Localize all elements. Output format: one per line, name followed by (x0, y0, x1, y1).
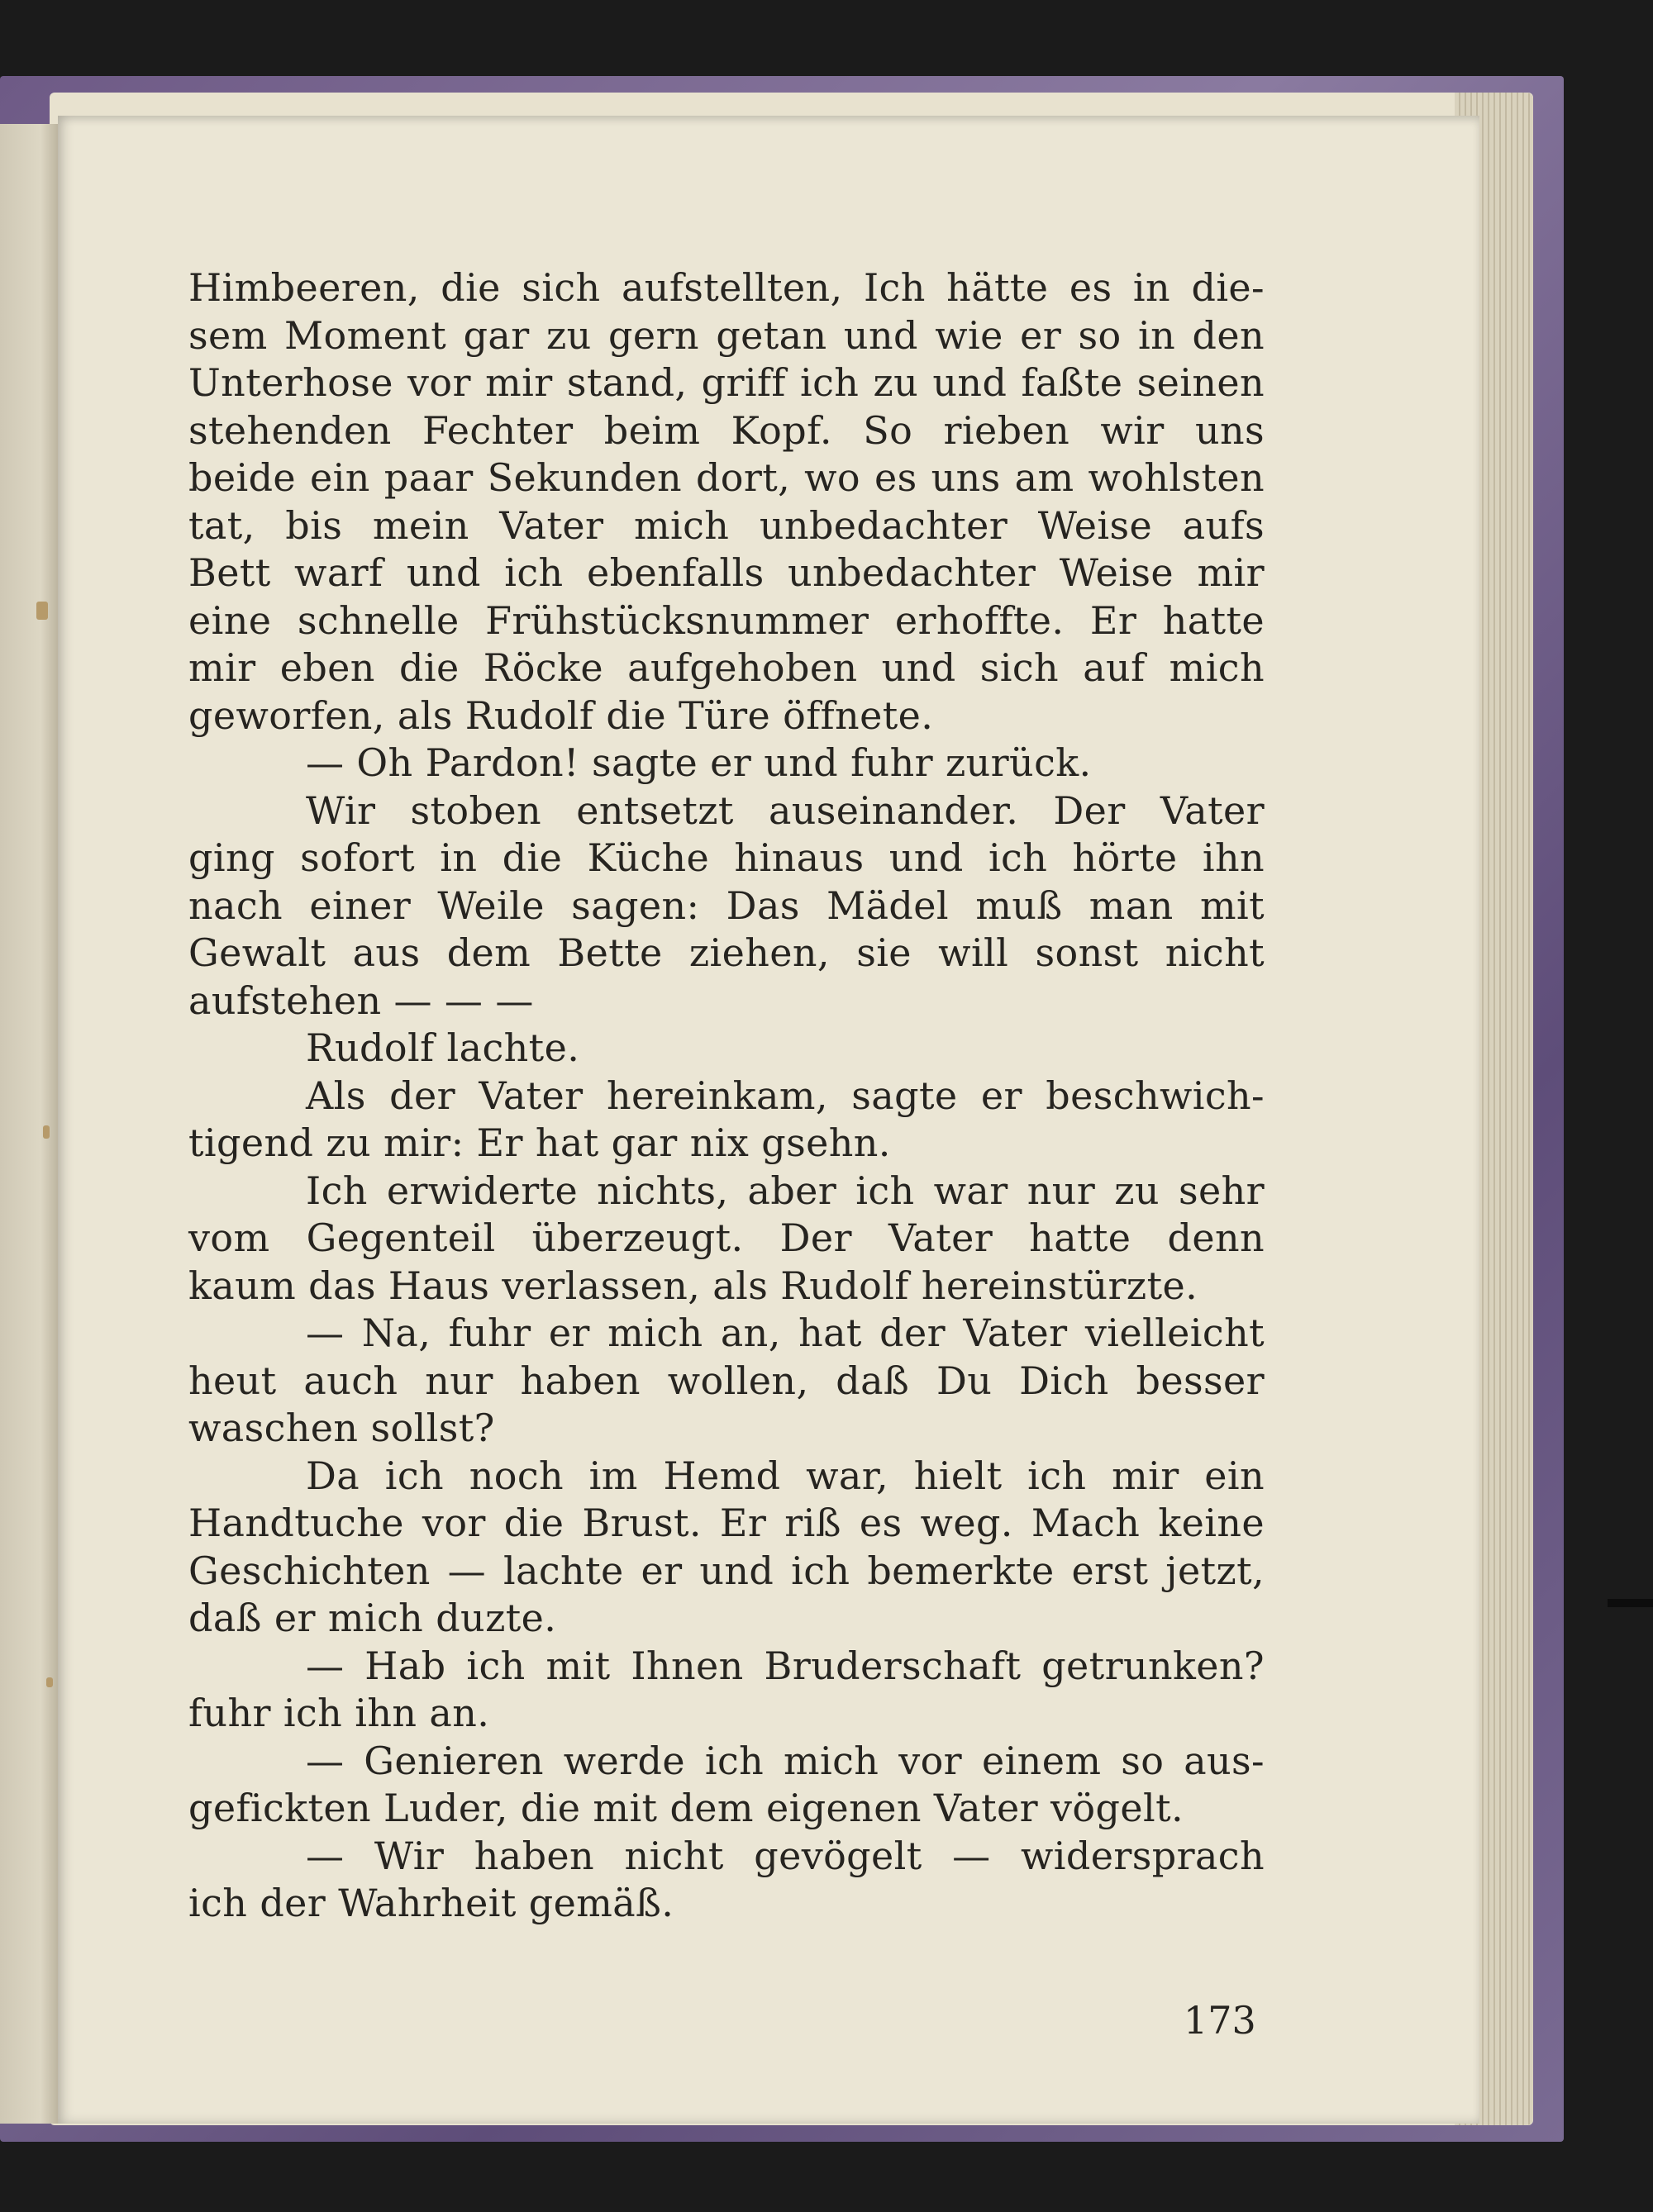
page-number: 173 (1184, 1998, 1256, 2043)
text-line: — Hab ich mit Ihnen Bruderschaft getrunken? (306, 1643, 1265, 1688)
text-line: waschen sollst? (188, 1406, 495, 1450)
text-line: vom Gegenteil überzeugt. Der Vater hatte denn (188, 1215, 1265, 1260)
text-line: eine schnelle Frühstücksnummer erhoffte. Er hatte (188, 597, 1265, 643)
text-line: Gewalt aus dem Bette ziehen, sie will sonst nicht (188, 930, 1265, 975)
text-line: Bett warf und ich ebenfalls unbedachter Weise mir (188, 550, 1265, 595)
text-line: fuhr ich ihn an. (188, 1691, 490, 1735)
text-line: Unterhose vor mir stand, griff ich zu und faßte seinen (188, 360, 1265, 405)
text-line: Da ich noch im Hemd war, hielt ich mir ein (306, 1453, 1265, 1498)
text-line: nach einer Weile sagen: Das Mädel muß man mit (188, 882, 1265, 928)
text-line: Wir stoben entsetzt auseinander. Der Vater (306, 787, 1265, 833)
text-line: stehenden Fechter beim Kopf. So rieben wir uns (188, 407, 1265, 453)
text-line: sem Moment gar zu gern getan und wie er so in den (188, 312, 1265, 358)
binding-thread-mark (46, 1677, 53, 1687)
text-line: tat, bis mein Vater mich unbedachter Weise aufs (188, 502, 1265, 548)
text-line: heut auch nur haben wollen, daß Du Dich besser (188, 1358, 1265, 1403)
text-line: Handtuche vor die Brust. Er riß es weg. Mach keine (188, 1501, 1265, 1545)
text-line: — Oh Pardon! sagte er und fuhr zurück. (306, 740, 1092, 785)
text-line: Als der Vater hereinkam, sagte er beschwich- (306, 1073, 1265, 1118)
text-line: daß er mich duzte. (188, 1596, 557, 1640)
text-line: — Wir haben nicht gevögelt — widersprach (306, 1833, 1265, 1878)
text-line: beide ein paar Sekunden dort, wo es uns am wohlsten (188, 455, 1265, 500)
text-line: geworfen, als Rudolf die Türe öffnete. (188, 692, 934, 738)
text-line: mir eben die Röcke aufgehoben und sich auf mich (188, 645, 1265, 690)
text-line: ich der Wahrheit gemäß. (188, 1881, 674, 1925)
text-line: Geschichten — lachte er und ich bemerkte erst jetzt, (188, 1548, 1265, 1593)
body-text (188, 264, 1265, 1928)
text-line: tigend zu mir: Er hat gar nix gsehn. (188, 1120, 891, 1165)
binding-thread-mark (43, 1125, 50, 1139)
text-line: Ich erwiderte nichts, aber ich war nur zu sehr (306, 1168, 1265, 1213)
text-line: kaum das Haus verlassen, als Rudolf hereinstürzte. (188, 1263, 1198, 1308)
text-line: aufstehen — — — (188, 978, 534, 1023)
text-line: — Na, fuhr er mich an, hat der Vater vielleicht (306, 1311, 1265, 1355)
text-line: — Genieren werde ich mich vor einem so aus- (306, 1738, 1265, 1783)
bookmark-ribbon (1608, 1599, 1653, 1607)
text-line: Rudolf lachte. (306, 1025, 580, 1070)
text-line: ging sofort in die Küche hinaus und ich hörte ihn (188, 835, 1265, 880)
binding-thread-mark (36, 602, 48, 620)
text-line: gefickten Luder, die mit dem eigenen Vater vögelt. (188, 1786, 1184, 1830)
left-page-edge (0, 124, 58, 2124)
text-line: Himbeeren, die sich aufstellten, Ich hätte es in die- (188, 265, 1265, 310)
